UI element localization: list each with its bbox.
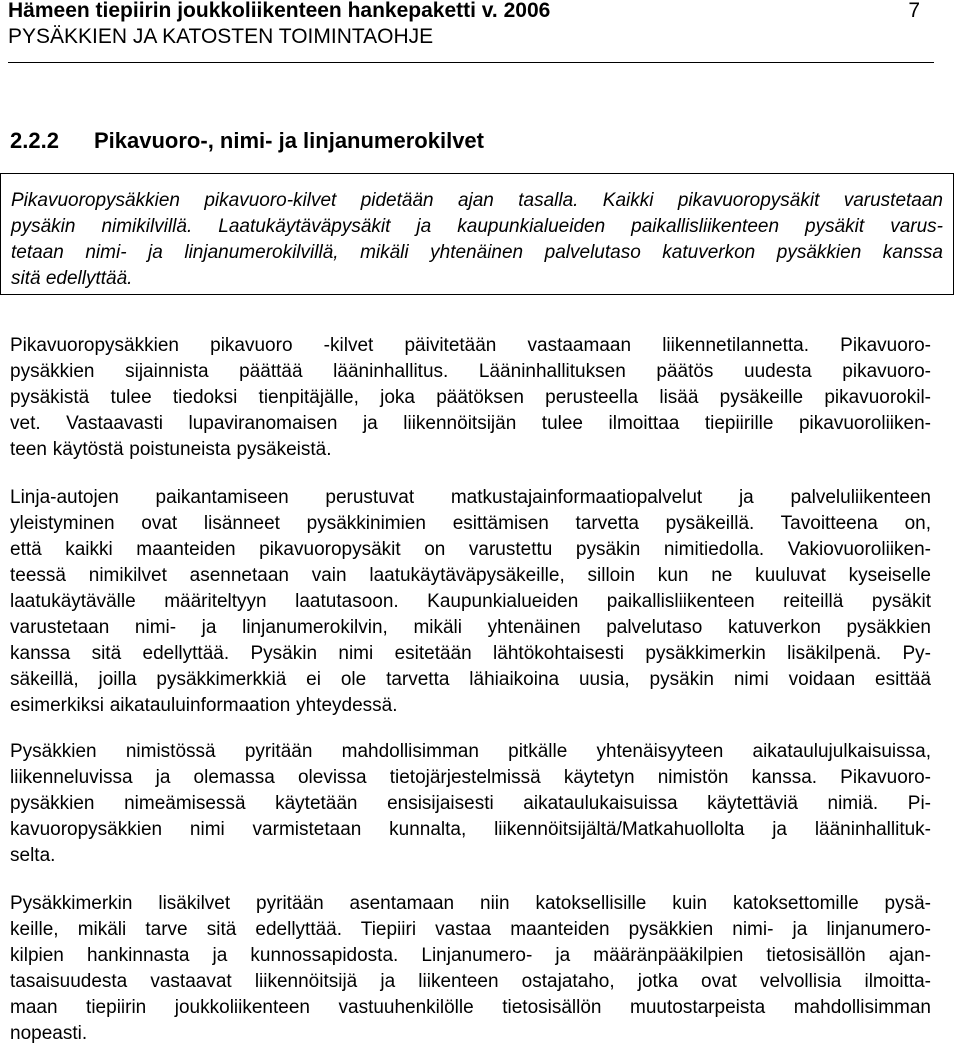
- paragraph-line: säkeillä, joilla pysäkkimerkkiä ei ole tarvetta lähiaikoina uusia, pysäkin nimi voidaan esittää: [10, 669, 931, 690]
- paragraph-line: Pikavuoropysäkkien pikavuoro -kilvet päivitetään vastaamaan liikennetilannetta. Pikavuoro-: [10, 335, 931, 356]
- paragraph-line: kavuoropysäkkien nimi varmistetaan kunnalta, liikennöitsijältä/Matkahuollolta ja lääninhallituk-: [10, 819, 931, 840]
- paragraph-line: pysäkistä tulee tiedoksi tienpitäjälle, joka päätöksen perusteella lisää pysäkeille pikavuorokil-: [10, 387, 931, 408]
- paragraph-line: liikenneluvissa ja olemassa olevissa tietojärjestelmissä käytetyn nimistön kanssa. Pikavuoro-: [10, 767, 931, 788]
- section-heading: [10, 127, 484, 155]
- header-title: Hämeen tiepiirin joukkoliikenteen hankepaketti v. 2006: [8, 0, 551, 22]
- note-line: pysäkin nimikilvillä. Laatukäytäväpysäkit ja kaupunkialueiden paikallisliikenteen pysäkit varus-: [11, 216, 943, 237]
- page-number: 7: [908, 0, 920, 22]
- paragraph-line: kanssa sitä edellyttää. Pysäkin nimi esitetään lähtökohtaisesti pysäkkimerkin lisäkilpenä. Py-: [10, 643, 931, 664]
- paragraph-line: keille, mikäli tarve sitä edellyttää. Tiepiiri vastaa maanteiden pysäkkien nimi- ja linjanumero-: [10, 919, 931, 940]
- paragraph-line: nopeasti.: [10, 1023, 88, 1044]
- note-line: sitä edellyttää.: [11, 268, 133, 289]
- header-divider: [8, 62, 934, 63]
- guideline-note-text: [11, 188, 943, 292]
- paragraph-line: Pysäkkimerkin lisäkilvet pyritään asentamaan niin katoksellisille kuin katoksettomille pysä-: [10, 893, 931, 914]
- note-line: tetaan nimi- ja linjanumerokilvillä, mikäli yhtenäinen palvelutaso katuverkon pysäkkien kanssa: [11, 242, 943, 263]
- paragraph-line: pysäkkien nimeämisessä käytetään ensisijaisesti aikataulukaisuissa käytettäviä nimiä. Pi-: [10, 793, 931, 814]
- section-title: Pikavuoro-, nimi- ja linjanumerokilvet: [94, 128, 484, 153]
- paragraph-line: esimerkiksi aikatauluinformaation yhteydessä.: [10, 695, 398, 716]
- paragraph-line: yleistyminen ovat lisänneet pysäkkinimien esittämisen tarvetta pysäkeillä. Tavoitteena on,: [10, 513, 931, 534]
- paragraph-line: selta.: [10, 845, 56, 866]
- paragraph-line: tasaisuudesta vastaavat liikennöitsijä ja liikenteen ostajataho, jotka ovat velvollisia ilmoitta-: [10, 971, 931, 992]
- header-subtitle: PYSÄKKIEN JA KATOSTEN TOIMINTAOHJE: [8, 25, 434, 48]
- paragraph-line: pysäkkien sijainnista päättää lääninhallitus. Lääninhallituksen päätös uudesta pikavuoro-: [10, 361, 931, 382]
- guideline-note-box: [0, 173, 954, 295]
- paragraph-line: Pysäkkien nimistössä pyritään mahdollisimman pitkälle yhtenäisyyteen aikataulujulkaisuissa,: [10, 741, 931, 762]
- paragraph-line: teessä nimikilvet asennetaan vain laatukäytäväpysäkeille, silloin kun ne kuuluvat kyseiselle: [10, 565, 931, 586]
- paragraph-line: että kaikki maanteiden pikavuoropysäkit on varustettu pysäkin nimitiedolla. Vakiovuoroliiken-: [10, 539, 931, 560]
- paragraph-line: laatukäytävälle määriteltyyn laatutasoon. Kaupunkialueiden paikallisliikenteen reiteillä pysäkit: [10, 591, 931, 612]
- paragraph-line: maan tiepiirin joukkoliikenteen vastuuhenkilölle tietosisällön muutostarpeista mahdollisimman: [10, 997, 931, 1018]
- note-line: Pikavuoropysäkkien pikavuoro-kilvet pidetään ajan tasalla. Kaikki pikavuoropysäkit varustetaan: [11, 190, 943, 211]
- paragraph-line: Linja-autojen paikantamiseen perustuvat matkustajainformaatiopalvelut ja palveluliikenteen: [10, 487, 931, 508]
- paragraph-line: vet. Vastaavasti lupaviranomaisen ja liikennöitsijän tulee ilmoittaa tiepiirille pikavuoroliiken-: [10, 413, 931, 434]
- page-header: [8, 0, 936, 60]
- paragraph-line: varustetaan nimi- ja linjanumerokilvin, mikäli yhtenäinen palvelutaso katuverkon pysäkkien: [10, 617, 931, 638]
- paragraph-line: teen käytöstä poistuneista pysäkeistä.: [10, 439, 332, 460]
- paragraph-naming: [10, 739, 931, 869]
- paragraph-pikavuoro-update: [10, 333, 931, 463]
- paragraph-sign-installation: [10, 891, 931, 1047]
- paragraph-line: kilpien hankinnasta ja kunnossapidosta. Linjanumero- ja määränpääkilpien tietosisällön ajan-: [10, 945, 931, 966]
- section-number: 2.2.2: [10, 128, 59, 153]
- paragraph-stop-names: [10, 485, 931, 719]
